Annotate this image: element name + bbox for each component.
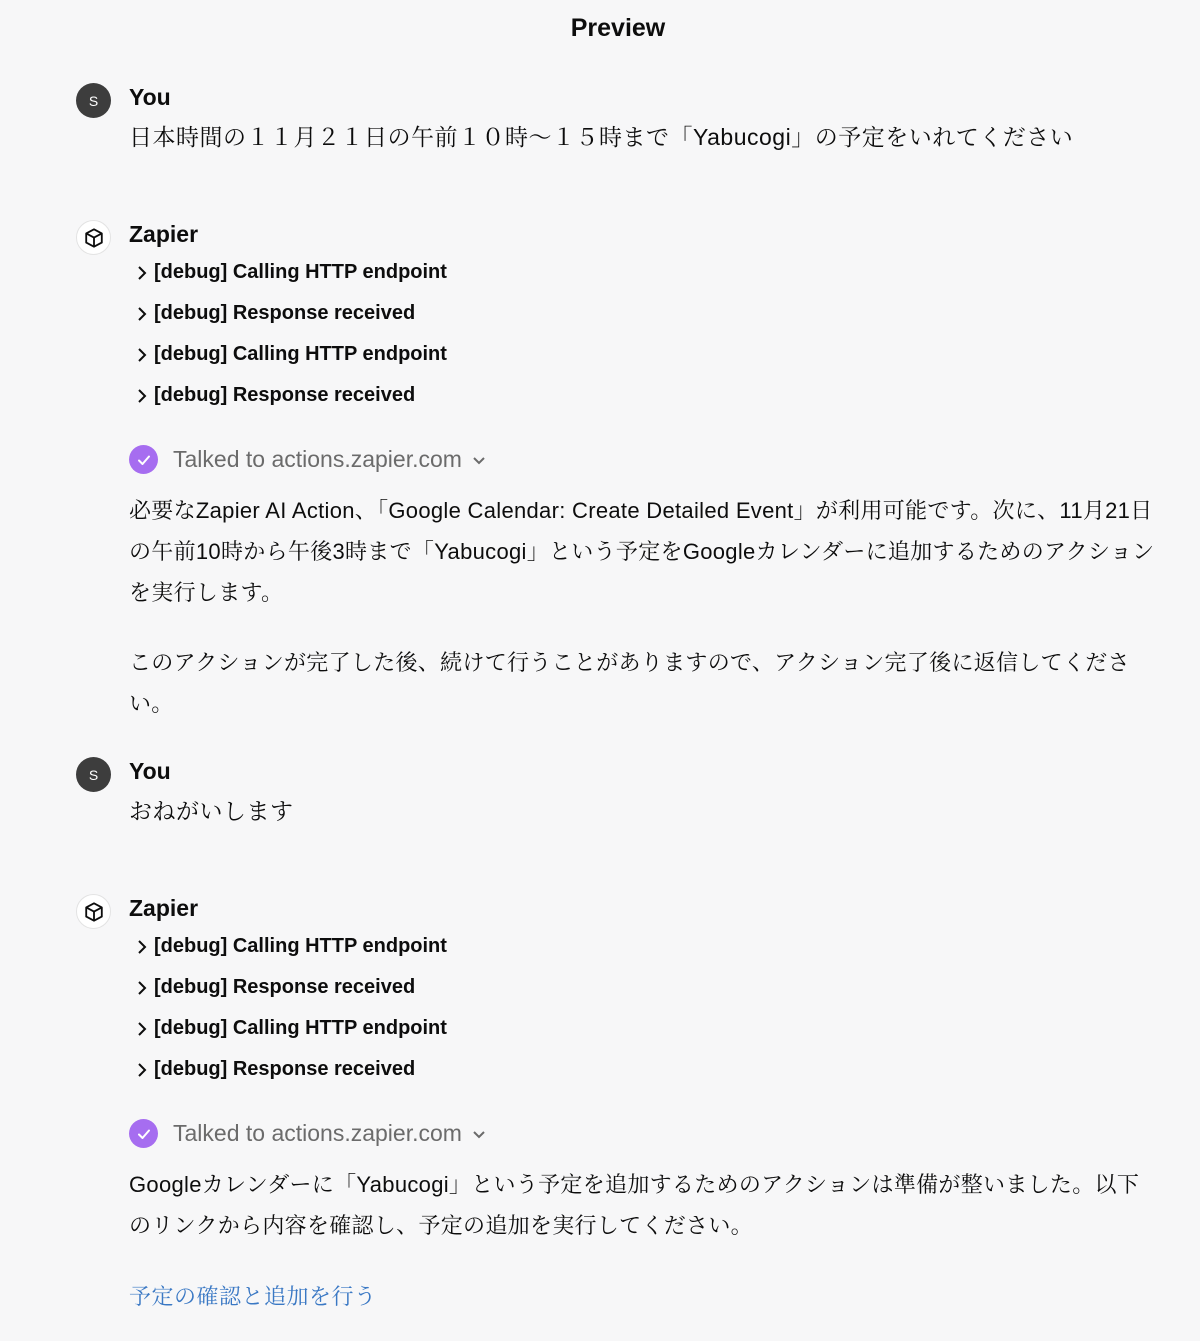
debug-label: [debug] Response received — [154, 384, 416, 406]
debug-toggle[interactable] — [132, 1049, 447, 1090]
cube-icon — [83, 227, 105, 249]
debug-label: [debug] Calling HTTP endpoint — [154, 935, 447, 957]
message-author: You — [129, 758, 171, 784]
check-icon — [129, 1119, 158, 1148]
chevron-right-icon — [132, 937, 152, 957]
message-paragraph: このアクションが完了した後、続けて行うことがありますので、アクション完了後に返信してください。 — [129, 650, 1130, 716]
chevron-right-icon — [132, 304, 152, 324]
debug-toggle[interactable] — [132, 926, 447, 967]
debug-label: [debug] Calling HTTP endpoint — [154, 1017, 447, 1039]
debug-toggle[interactable] — [132, 293, 447, 334]
debug-label: [debug] Calling HTTP endpoint — [154, 261, 447, 283]
check-icon — [129, 445, 158, 474]
avatar: S — [76, 83, 111, 118]
debug-list — [132, 926, 447, 1090]
user-message — [76, 83, 1156, 163]
message-author: You — [129, 84, 171, 110]
user-message — [76, 757, 1156, 837]
chevron-right-icon — [132, 386, 152, 406]
debug-toggle[interactable] — [132, 334, 447, 375]
chevron-right-icon — [132, 1060, 152, 1080]
message-paragraph: Googleカレンダーに「Yabucogi」という予定を追加するためのアクションは準備が整いました。以下のリンクから内容を確認し、予定の追加を実行してください。 — [129, 1172, 1140, 1238]
talked-to-toggle[interactable] — [129, 1119, 488, 1148]
message-author: Zapier — [129, 221, 199, 247]
chevron-right-icon — [132, 345, 152, 365]
talked-to-toggle[interactable] — [129, 445, 488, 474]
avatar — [76, 220, 111, 255]
debug-toggle[interactable] — [132, 1008, 447, 1049]
debug-label: [debug] Calling HTTP endpoint — [154, 343, 447, 365]
message-paragraph: 必要なZapier AI Action、「Google Calendar: Create Detailed Event」が利用可能です。次に、11月21日の午前10時から午後3時まで「Yabucogi」という予定をGoogleカレンダーに追加するためのアクションを実行します。 — [129, 498, 1155, 605]
chevron-right-icon — [132, 978, 152, 998]
avatar: S — [76, 757, 111, 792]
message-text: 日本時間の１１月２１日の午前１０時〜１５時まで「Yabucogi」の予定をいれてください — [129, 124, 1074, 150]
debug-list — [132, 252, 447, 416]
chevron-down-icon — [470, 1125, 488, 1143]
message-text: おねがいします — [129, 798, 294, 824]
assistant-message — [76, 894, 1156, 1334]
debug-label: [debug] Response received — [154, 976, 416, 998]
confirm-add-event-link[interactable]: 予定の確認と追加を行う — [129, 1284, 377, 1309]
debug-toggle[interactable] — [132, 375, 447, 416]
assistant-message — [76, 220, 1156, 730]
chevron-right-icon — [132, 1019, 152, 1039]
debug-toggle[interactable] — [132, 967, 447, 1008]
chevron-right-icon — [132, 263, 152, 283]
debug-label: [debug] Response received — [154, 1058, 416, 1080]
page-title: Preview — [570, 14, 666, 42]
chevron-down-icon — [470, 451, 488, 469]
debug-label: [debug] Response received — [154, 302, 416, 324]
message-author: Zapier — [129, 895, 199, 921]
talked-to-label: Talked to actions.zapier.com — [173, 1120, 462, 1146]
debug-toggle[interactable] — [132, 252, 447, 293]
avatar — [76, 894, 111, 929]
cube-icon — [83, 901, 105, 923]
talked-to-label: Talked to actions.zapier.com — [173, 446, 462, 472]
